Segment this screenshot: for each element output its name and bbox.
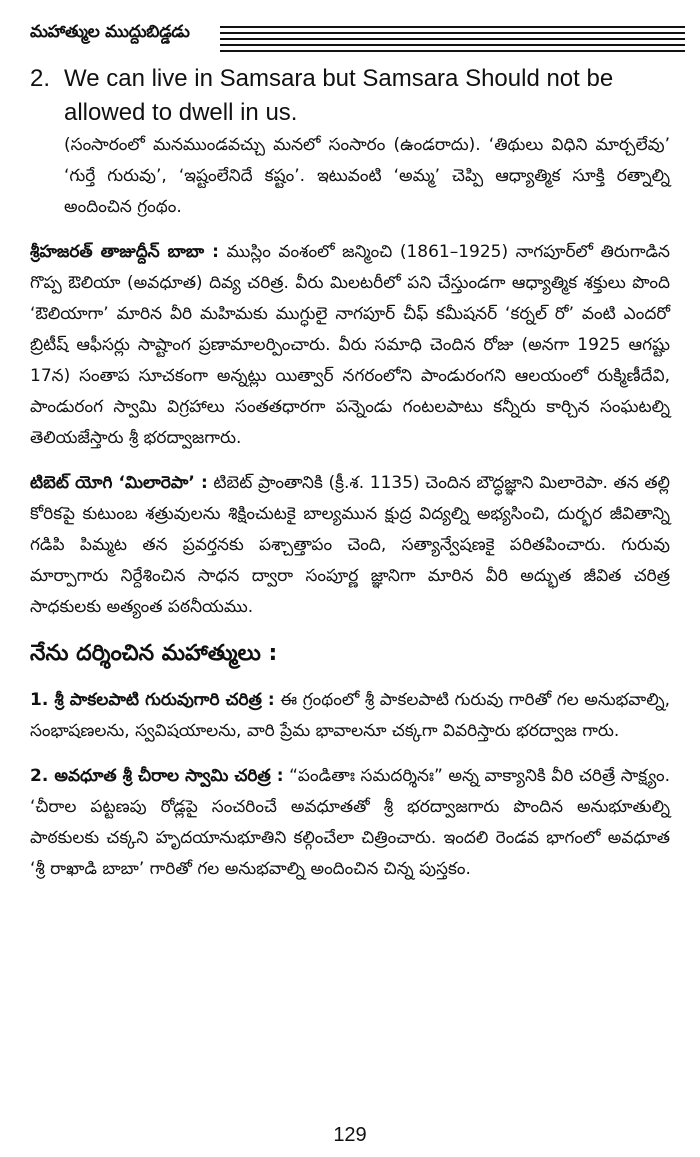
page-number: 129 bbox=[333, 1124, 367, 1146]
list-item-2 bbox=[30, 62, 670, 223]
running-title: మహాత్ముల ముద్దుబిడ్డడు bbox=[30, 22, 190, 42]
paragraph-tajuddin bbox=[30, 237, 670, 454]
english-quote-text: We can live in Samsara but Samsara Should not be allowed to dwell in us. bbox=[64, 65, 614, 126]
paragraph-text: ముస్లిం వంశంలో జన్మించి (1861–1925) నాగపూర్‌లో తిరుగాడిన గొప్ప ఔలియా (అవధూత) దివ్య చరిత్ర. వీరు మిలటరీలో పని చేస్తుండగా ఆధ్యాత్మిక శక్తులు పొంది ‘ఔలియాగా’ మారిన వీరి మహిమకు ముగ్ధులై నాగపూర్ చీఫ్ కమీషనర్ ‘కర్నల్ రో’ వంటి ఎందరో బ్రిటీష్ ఆఫీసర్లు సాష్టాంగ ప్రణామాలర్పించారు. వీరు సమాధి చెందిన రోజు (అనగా 1925 ఆగష్టు 17న) సంతాప సూచకంగా అన్నట్లు యిత్వార్ నగరంలోని పాండురంగని ఆలయంలో రుక్మిణీదేవి, పాండురంగ స్వామి విగ్రహాలు సంతతధారగా పన్నెండు గంటలపాటు కన్నీరు కార్చిన సంఘటల్ని తెలియజేస్తారు శ్రీ భరద్వాజగారు. bbox=[30, 242, 670, 448]
paragraph-text: టిబెట్ ప్రాంతానికి (క్రీ.శ. 1135) చెందిన బౌద్ధజ్ఞాని మిలారెపా. తన తల్లి కోరికపై కుటుంబ శత్రువులను శిక్షించుటకై బాల్యమున క్షుద్ర విద్యల్ని అభ్యసించి, దుర్భర జీవితాన్ని గడిపి పిమ్మట తన ప్రవర్తనకు పశ్చాత్తాపం చెంది, సత్యాన్వేషణకై పరితపించారు. గురువు మార్పాగారు నిర్దేశించిన సాధన ద్వారా సంపూర్ణ జ్ఞానిగా మారిన వీరి అద్భుత జీవిత చరిత్ర సాధకులకు అత్యంత పఠనీయము. bbox=[30, 473, 671, 617]
paragraph-lead: 1. శ్రీ పాకలపాటి గురువుగారి చరిత్ర : bbox=[30, 690, 275, 710]
section-heading: నేను దర్శించిన మహాత్ములు : bbox=[30, 641, 278, 666]
running-header bbox=[30, 22, 685, 52]
paragraph-lead: 2. అవధూత శ్రీ చీరాల స్వామి చరిత్ర : bbox=[30, 766, 284, 786]
paragraph-milarepa bbox=[30, 468, 670, 623]
paragraph-lead: శ్రీహజరత్ తాజుద్దీన్ బాబా : bbox=[30, 242, 219, 262]
paragraph-pakalapati bbox=[30, 685, 670, 747]
header-rules bbox=[220, 26, 685, 56]
page-body bbox=[30, 62, 670, 885]
paragraph-cheerala bbox=[30, 761, 670, 885]
item-number: 2. bbox=[30, 65, 51, 92]
paragraph-lead: టిబెట్ యోగి ‘మిలారెపా’ : bbox=[30, 473, 208, 493]
english-quote bbox=[30, 62, 670, 130]
paragraph-text: “పండితాః సమదర్శినః” అన్న వాక్యానికి వీరి చరిత్రే సాక్ష్యం. ‘చీరాల పట్టణపు రోడ్లపై సంచరించే అవధూతతో శ్రీ భరద్వాజగారు పొందిన అనుభూతుల్ని పాఠకులకు చక్కని హృదయానుభూతిని కల్గించేలా చిత్రించారు. ఇందలి రెండవ భాగంలో అవధూత ‘శ్రీ రాఖాడి బాబా’ గారితో గల అనుభవాల్ని అందించిన చిన్న పుస్తకం. bbox=[30, 766, 670, 879]
telugu-translation: (సంసారంలో మనముండవచ్చు మనలో సంసారం (ఉండరాదు). ‘తిథులు విధిని మార్చలేవు’ ‘గుర్తే గురువు’, ‘ఇష్టంలేనిదే కష్టం’. ఇటువంటి ‘అమ్మ’ చెప్పి ఆధ్యాత్మిక సూక్తి రత్నాల్ని అందించిన గ్రంథం. bbox=[64, 135, 670, 217]
paragraph-text: ఈ గ్రంథంలో శ్రీ పాకలపాటి గురువు గారితో గల అనుభవాల్ని, సంభాషణలను, స్వవిషయాలను, వారి ప్రేమ భావాలనూ చక్కగా వివరిస్తారు భరద్వాజ గారు. bbox=[30, 690, 670, 741]
